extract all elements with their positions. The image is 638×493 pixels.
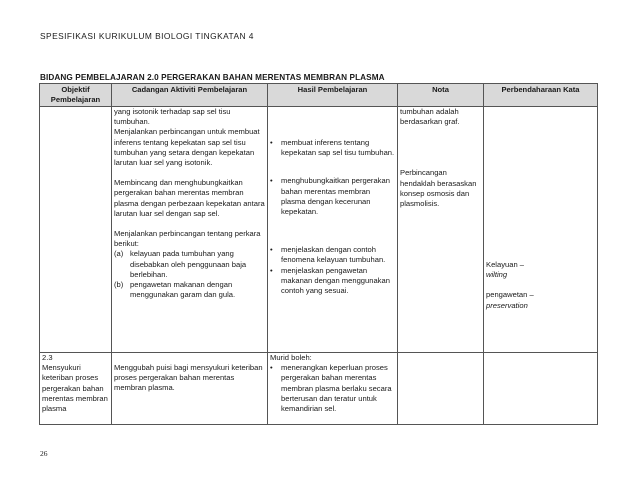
activity-text: Menggubah puisi bagi mensyukuri keteriban proses pergerakan bahan merentas membran plasma. <box>114 363 263 393</box>
activity-text: Menjalankan perbincangan tentang perkara berikut: <box>114 229 261 249</box>
page-number: 26 <box>40 449 48 458</box>
list-item: • menjelaskan pengawetan makanan dengan menggunakan contoh yang sesuai. <box>270 266 395 297</box>
vocab-cell <box>484 353 598 425</box>
col-header-vocab: Perbendaharaan Kata <box>484 84 598 107</box>
activity-text: yang isotonik terhadap sap sel tisu tumbuhan. <box>114 107 231 127</box>
subitem-text: pengawetan makanan dengan menggunakan garam dan gula. <box>130 280 236 300</box>
subitem-text: kelayuan pada tumbuhan yang disebabkan oleh penggunaan baja berlebihan. <box>130 249 247 279</box>
list-item: • menghubungkaitkan pergerakan bahan merentas membran plasma dengan kecerunan kepekatan. <box>270 176 395 217</box>
section-title: BIDANG PEMBELAJARAN 2.0 PERGERAKAN BAHAN MERENTAS MEMBRAN PLASMA <box>40 73 385 82</box>
activity-subitem <box>114 280 265 300</box>
list-item: • membuat inferens tentang kepekatan sap sel tisu tumbuhan. <box>270 138 395 158</box>
list-item: • menjelaskan dengan contoh fenomena kelayuan tumbuhan. <box>270 245 395 265</box>
objective-cell <box>40 353 112 425</box>
subitem-key: (a) <box>114 249 124 259</box>
vocab-term: Kelayuan – <box>486 260 524 269</box>
vocab-translation: wilting <box>486 270 508 280</box>
vocab-term: pengawetan – <box>486 290 534 300</box>
outcome-cell <box>268 353 398 425</box>
vocab-cell <box>484 107 598 353</box>
vocab-translation: preservation <box>486 300 528 310</box>
table-header-row <box>40 84 598 107</box>
objective-cell <box>40 107 112 353</box>
objective-number: 2.3 <box>42 353 53 362</box>
activity-cell <box>112 107 268 353</box>
objective-text: Mensyukuri keteriban proses pergerakan bahan merentas membran plasma <box>42 363 108 414</box>
col-header-outcome: Hasil Pembelajaran <box>268 84 398 107</box>
activity-text: Menjalankan perbincangan untuk membuat inferens tentang kepekatan sap sel tisu tumbuhan yang setara dengan kepekatan larutan luar sel yang isotonik. <box>114 127 260 168</box>
subitem-key: (b) <box>114 280 124 290</box>
activity-cell <box>112 353 268 425</box>
note-cell <box>398 353 484 425</box>
activity-text: Membincang dan menghubungkaitkan pergerakan bahan merentas membran plasma dengan perbezaan kepekatan antara larutan luar sel dengan sap sel. <box>114 178 265 218</box>
col-header-activity: Cadangan Aktiviti Pembelajaran <box>112 84 268 107</box>
note-cell <box>398 107 484 353</box>
outcome-intro: Murid boleh: <box>270 353 312 362</box>
curriculum-table <box>39 83 598 425</box>
col-header-objective: Objektif Pembelajaran <box>40 84 112 107</box>
col-header-note: Nota <box>398 84 484 107</box>
table-row <box>40 107 598 353</box>
note-text: tumbuhan adalah berdasarkan graf. <box>400 107 460 127</box>
page-header: SPESIFIKASI KURIKULUM BIOLOGI TINGKATAN 4 <box>40 31 254 41</box>
activity-subitem <box>114 249 265 280</box>
outcome-cell <box>268 107 398 353</box>
note-text: Perbincangan hendaklah berasaskan konsep osmosis dan plasmolisis. <box>400 168 477 209</box>
list-item: • menerangkan keperluan proses pergerakan bahan merentas membran plasma berlaku secara berterusan dan teratur untuk kemandirian sel. <box>270 363 395 414</box>
table-row <box>40 353 598 425</box>
